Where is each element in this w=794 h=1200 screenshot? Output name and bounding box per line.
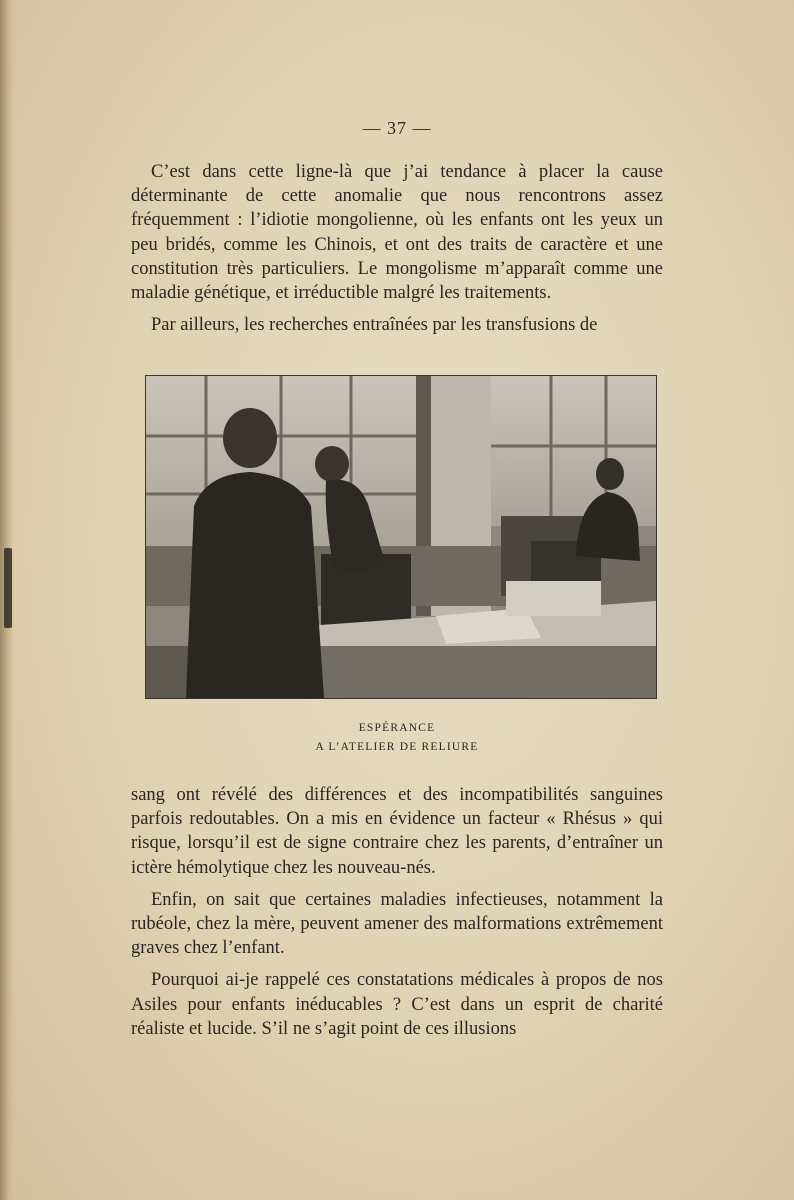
binding-mark (4, 548, 12, 628)
photo-caption-subtitle: A L’ATELIER DE RELIURE (315, 741, 479, 753)
bookbinding-workshop-photo (145, 375, 657, 699)
photo-caption-title: ESPÉRANCE (358, 722, 436, 734)
paragraph: Par ailleurs, les recherches entraînées par les transfusions de (151, 315, 598, 336)
top-text-block (131, 160, 663, 337)
bottom-text-block (131, 783, 663, 1041)
page-number: — 37 — (362, 118, 432, 138)
paragraph: C’est dans cette ligne-là que j’ai tendance à placer la cause déterminante de cette anomalie que nous rencontrons assez fréquemment : l’idiotie mongolienne, où les enfants ont les yeux un peu bridés, comme les Chinois, et ont des traits de caractère et une constitution très particuliers. Le mongolisme m’apparaît comme une maladie génétique, et irréductible malgré les traitements. (131, 162, 663, 304)
paragraph: Pourquoi ai-je rappelé ces constatations médicales à propos de nos Asiles pour enfants inéducables ? C’est dans un esprit de charité réaliste et lucide. S’il ne s’agit point de ces illusions (131, 970, 663, 1039)
paragraph: Enfin, on sait que certaines maladies infectieuses, notamment la rubéole, chez la mère, peuvent amener des malformations extrêmement graves chez l’enfant. (131, 889, 663, 959)
photo-illustration (146, 376, 656, 698)
paragraph: sang ont révélé des différences et des incompatibilités sanguines parfois redoutables. On a mis en évidence un facteur « Rhésus » qui risque, lorsqu’il est de signe contraire chez les parents, d’entraîner un ictère hémolytique chez les nouveau-nés. (131, 785, 663, 878)
